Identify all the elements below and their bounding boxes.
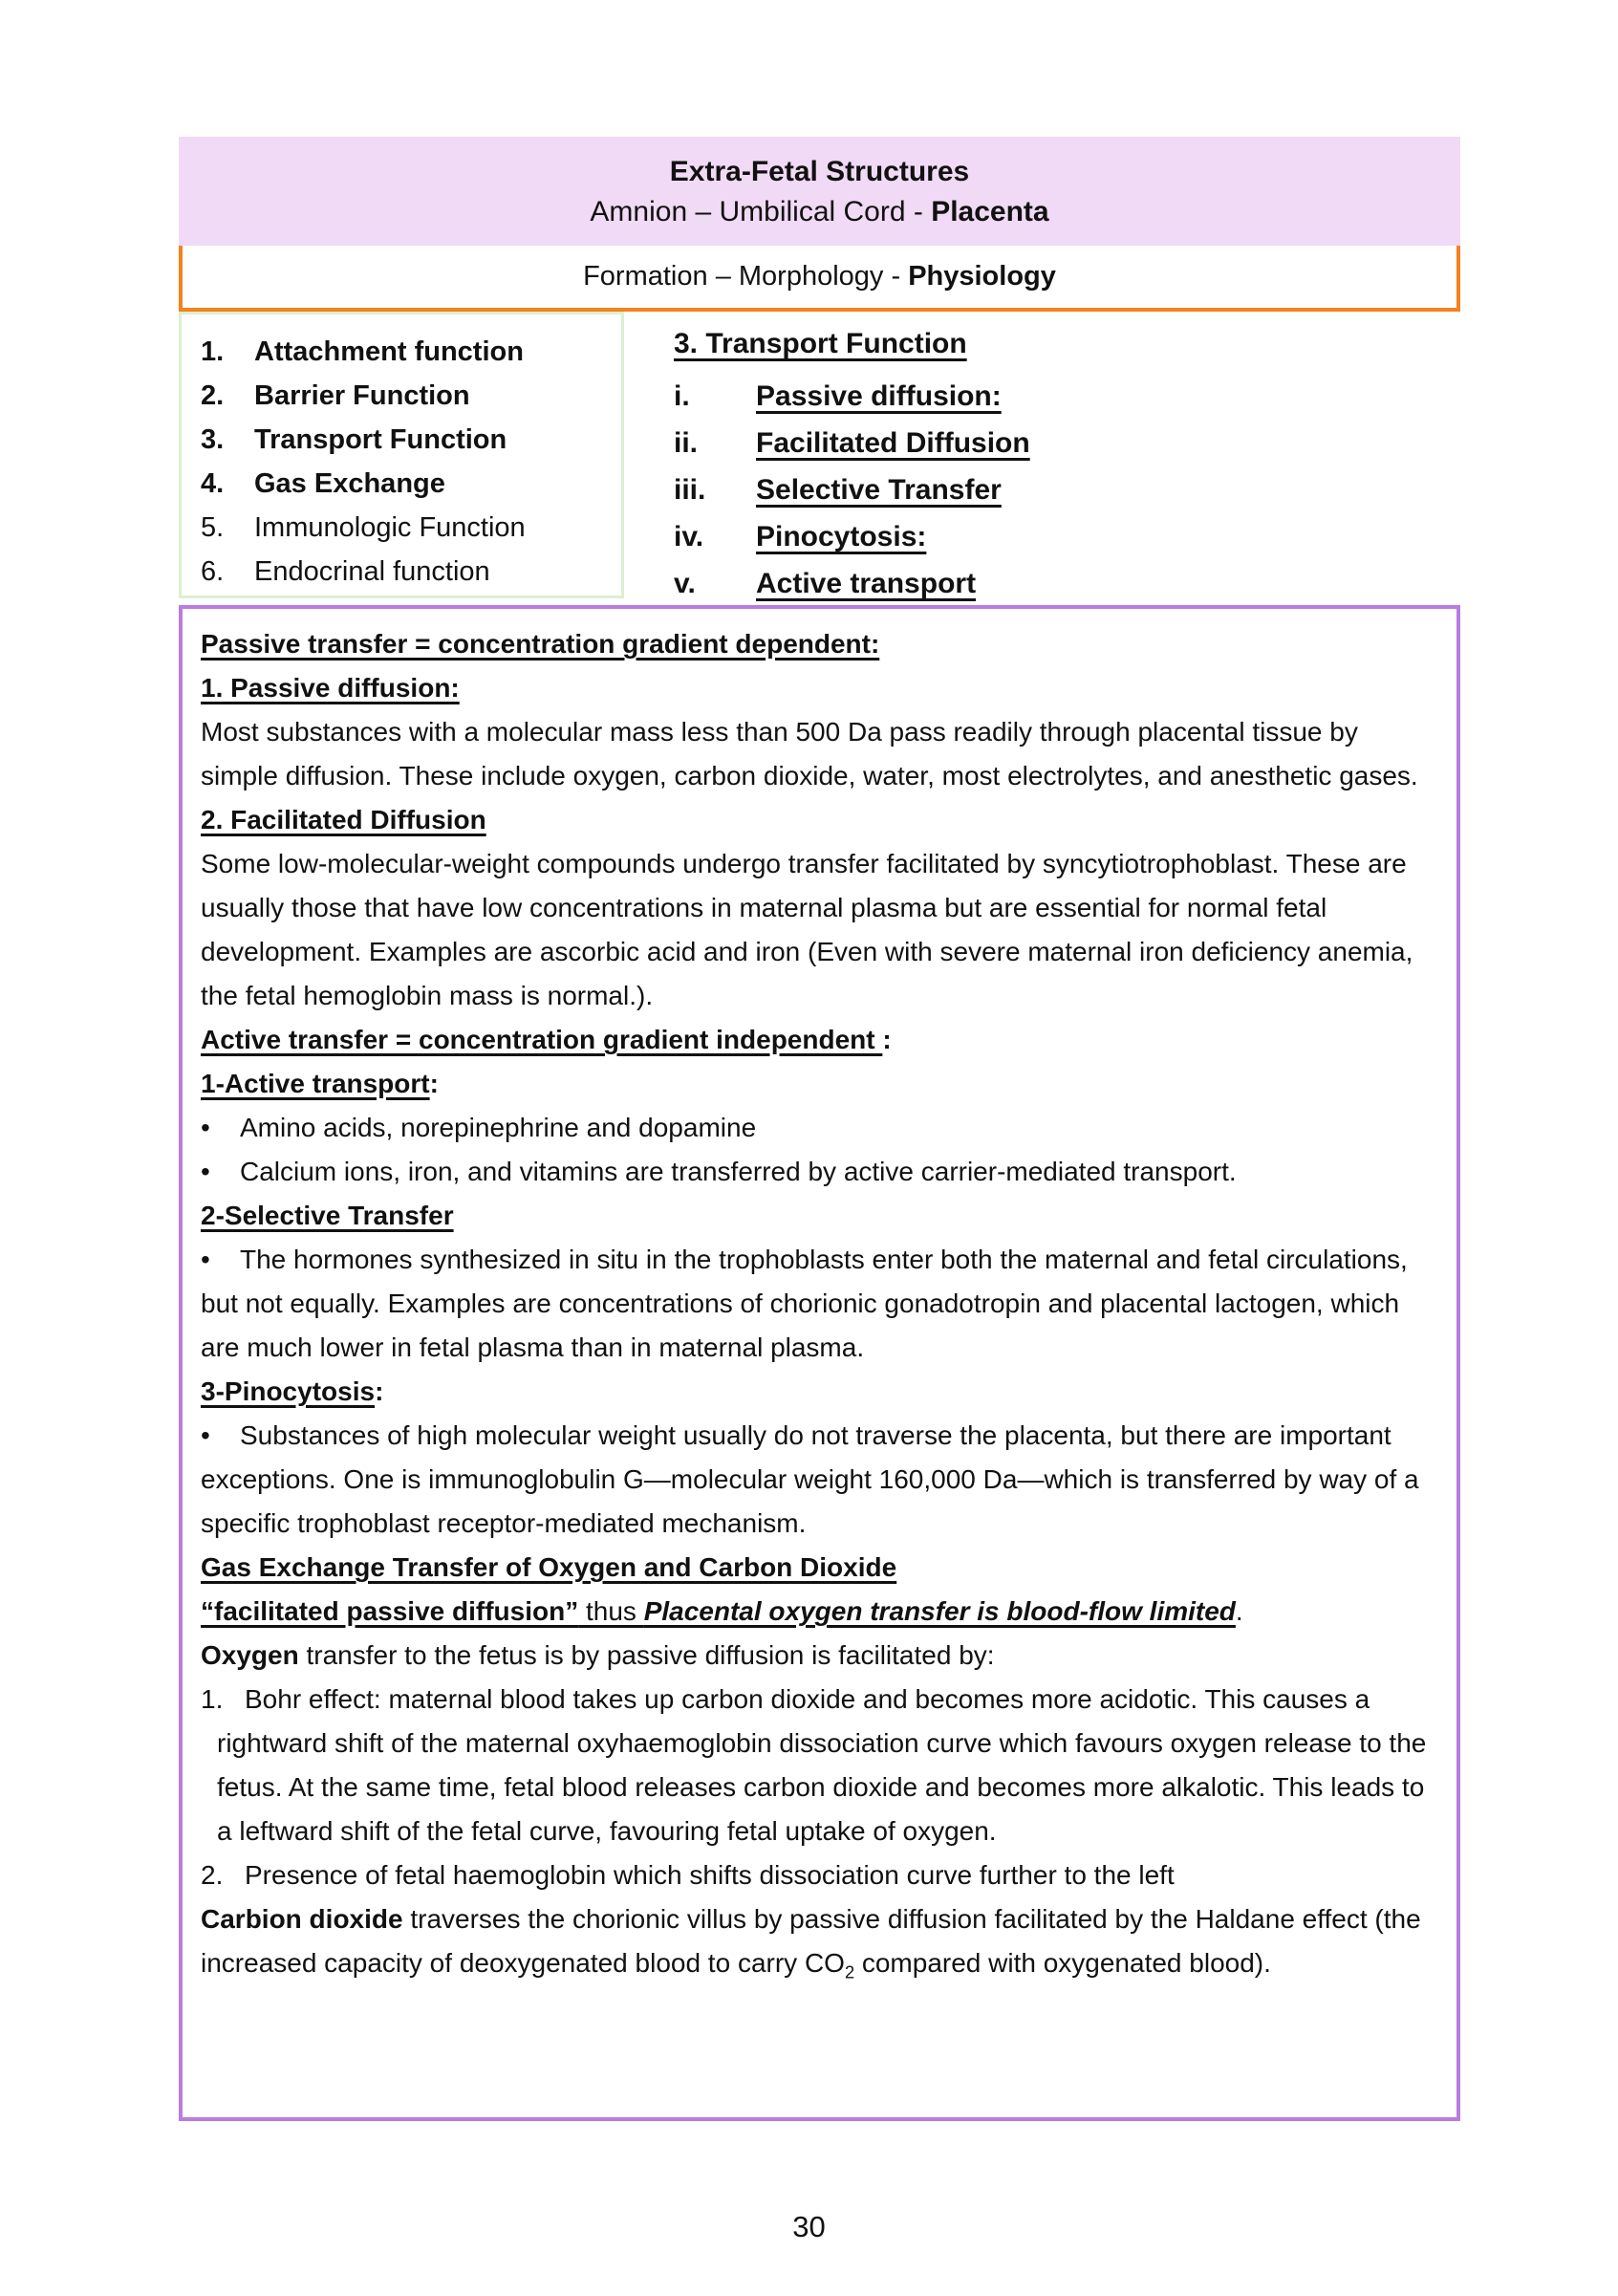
transport-item	[674, 560, 1460, 607]
list-item-label: Barrier Function	[254, 380, 470, 411]
bullet-marker: •	[201, 1113, 210, 1142]
body-paragraph	[201, 798, 1435, 842]
text-run: transfer to the fetus is by passive diffusion is facilitated by:	[298, 1640, 995, 1670]
list-item-number: 5.	[201, 512, 225, 543]
transport-heading: 3. Transport Function	[674, 328, 967, 359]
text-run: Active transfer = concentration gradient independent	[201, 1025, 883, 1054]
text-run: Bohr effect: maternal blood takes up carbon dioxide and becomes more acidotic. This causes a rightward shift of the maternal oxyhaemoglobin dissociation curve which favours oxygen release to the fetus. At the same time, fetal blood releases carbon dioxide and becomes more alkalotic. This leads to a leftward shift of the fetal curve, favouring fetal uptake of oxygen.	[217, 1684, 1427, 1846]
text-run: compared with oxygenated blood).	[854, 1948, 1271, 1978]
body-paragraph	[201, 1370, 1435, 1414]
text-run: Placental oxygen transfer is blood-flow limited	[643, 1596, 1236, 1626]
body-paragraph	[201, 1062, 1435, 1106]
section-banner	[179, 246, 1460, 312]
page-number: 30	[792, 2210, 826, 2243]
subtitle-prefix: Amnion – Umbilical Cord -	[590, 196, 932, 227]
text-run: 2	[844, 1962, 855, 1982]
text-run: 2-Selective Transfer	[201, 1201, 454, 1230]
transport-item-label: Pinocytosis:	[756, 521, 927, 552]
body-paragraph	[201, 622, 1435, 666]
body-paragraph	[201, 1678, 1435, 1853]
text-run: :	[375, 1376, 384, 1406]
text-run: Passive transfer = concentration gradient dependent:	[201, 629, 880, 659]
list-item	[201, 418, 621, 462]
body-paragraph	[201, 1238, 1435, 1370]
list-item-label: Immunologic Function	[254, 512, 526, 543]
transport-item	[674, 373, 1460, 420]
body-text-box	[179, 605, 1460, 2121]
roman-numeral: v.	[674, 568, 696, 599]
text-run: “facilitated passive diffusion”	[201, 1596, 579, 1626]
text-run: thus	[578, 1596, 644, 1626]
text-run: Calcium ions, iron, and vitamins are transferred by active carrier-mediated transport.	[240, 1157, 1237, 1186]
transport-subtypes-list	[674, 373, 1460, 607]
transport-item-label: Active transport	[756, 568, 977, 599]
body-paragraph	[201, 1414, 1435, 1546]
bullet-marker: •	[201, 1245, 210, 1274]
list-item	[201, 330, 621, 374]
header-box	[179, 137, 1460, 246]
body-paragraph	[201, 1150, 1435, 1194]
text-run: 3-Pinocytosis	[201, 1376, 376, 1406]
body-paragraph	[201, 1546, 1435, 1590]
transport-item	[674, 513, 1460, 560]
transport-item-label: Facilitated Diffusion	[756, 427, 1030, 459]
lists-section	[179, 312, 1460, 598]
text-run: Oxygen	[201, 1640, 299, 1670]
roman-numeral: iii.	[674, 474, 706, 506]
body-paragraph	[201, 666, 1435, 710]
roman-numeral: iv.	[674, 521, 704, 552]
text-run: Gas Exchange Transfer of Oxygen and Carbon Dioxide	[201, 1552, 897, 1582]
document-page	[179, 137, 1460, 2121]
transport-item	[674, 466, 1460, 513]
text-run: Amino acids, norepinephrine and dopamine	[240, 1113, 757, 1142]
transport-function-column	[624, 312, 1460, 598]
body-paragraph	[201, 1897, 1435, 1995]
bullet-marker: •	[201, 1157, 210, 1186]
text-run: :	[882, 1025, 892, 1054]
text-run: Carbion dioxide	[201, 1904, 403, 1934]
text-run: 1-Active transport	[201, 1069, 430, 1098]
list-item-label: Attachment function	[254, 336, 524, 367]
body-paragraph	[201, 710, 1435, 798]
list-item-number: 3.	[201, 424, 225, 455]
list-item-label: Transport Function	[254, 424, 507, 455]
list-item-number: 1.	[201, 336, 225, 367]
text-run: Presence of fetal haemoglobin which shifts dissociation curve further to the left	[245, 1860, 1175, 1890]
bullet-marker: •	[201, 1420, 210, 1450]
body-paragraph	[201, 1853, 1435, 1897]
page-subtitle	[179, 192, 1460, 232]
list-item-number: 2.	[201, 380, 225, 411]
paragraph-number: 1.	[201, 1684, 224, 1714]
text-run: The hormones synthesized in situ in the trophoblasts enter both the maternal and fetal circulations, but not equally. Examples are concentrations of chorionic gonadotropin and placental lactogen, which are much lower in fetal plasma than in maternal plasma.	[201, 1245, 1408, 1362]
transport-item-label: Selective Transfer	[756, 474, 1002, 506]
text-run: .	[1235, 1596, 1243, 1626]
text-run: 1. Passive diffusion:	[201, 673, 460, 703]
roman-numeral: ii.	[674, 427, 699, 459]
text-run: Substances of high molecular weight usually do not traverse the placenta, but there are important exceptions. One is immunoglobulin G—molecular weight 160,000 Da—which is transferred by way of a specific trophoblast receptor-mediated mechanism.	[201, 1420, 1419, 1538]
roman-numeral: i.	[674, 380, 690, 412]
list-item	[201, 550, 621, 594]
banner-prefix: Formation – Morphology -	[583, 261, 909, 292]
placenta-functions-list	[179, 312, 624, 598]
text-run: :	[429, 1069, 439, 1098]
list-item-number: 4.	[201, 468, 225, 499]
transport-item	[674, 420, 1460, 466]
text-run: traverses the chorionic villus by passive diffusion facilitated by the Haldane effect (the increased capacity of deoxygenated blood to carry CO	[201, 1904, 1421, 1978]
transport-item-label: Passive diffusion:	[756, 380, 1002, 412]
text-run: 2. Facilitated Diffusion	[201, 805, 486, 834]
subtitle-bold: Placenta	[931, 196, 1049, 227]
page-title: Extra-Fetal Structures	[669, 156, 970, 187]
text-run: Some low-molecular-weight compounds undergo transfer facilitated by syncytiotrophoblast. These are usually those that have low concentrations in maternal plasma but are essential for normal fetal development. Examples are ascorbic acid and iron (Even with severe maternal iron deficiency anemia, the fetal hemoglobin mass is normal.).	[201, 849, 1413, 1010]
list-item	[201, 506, 621, 550]
list-item-label: Endocrinal function	[254, 556, 490, 587]
body-paragraph	[201, 1194, 1435, 1238]
list-item	[201, 374, 621, 418]
body-paragraph	[201, 1634, 1435, 1678]
text-run: Most substances with a molecular mass less than 500 Da pass readily through placental tissue by simple diffusion. These include oxygen, carbon dioxide, water, most electrolytes, and anesthetic gases.	[201, 717, 1418, 791]
body-paragraph	[201, 842, 1435, 1018]
banner-bold: Physiology	[908, 261, 1056, 292]
body-paragraph	[201, 1590, 1435, 1634]
list-item	[201, 462, 621, 506]
list-item-label: Gas Exchange	[254, 468, 445, 499]
list-item-number: 6.	[201, 556, 225, 587]
body-paragraph	[201, 1018, 1435, 1062]
body-paragraph	[201, 1106, 1435, 1150]
paragraph-number: 2.	[201, 1860, 224, 1890]
